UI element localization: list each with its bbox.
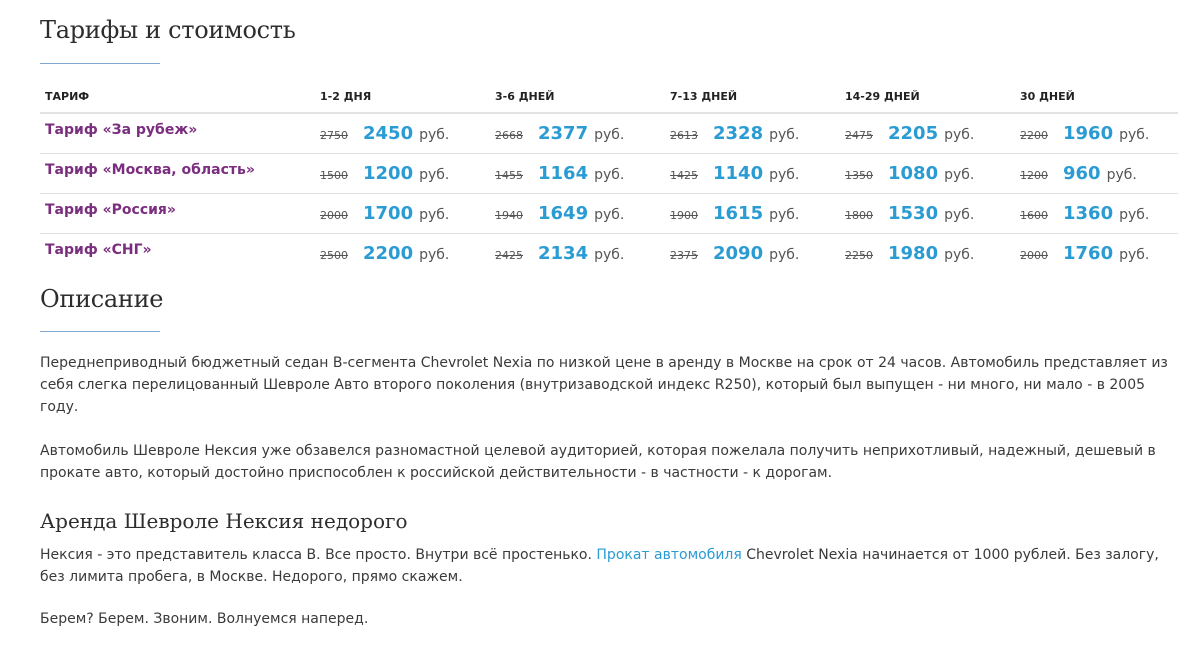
price-cell	[490, 234, 665, 274]
new-price: 2090	[713, 243, 764, 264]
new-price: 2134	[538, 243, 589, 264]
price-cell	[665, 154, 840, 194]
price-cell	[1015, 154, 1178, 194]
new-price: 2205	[888, 123, 939, 144]
currency-label: руб.	[944, 207, 975, 223]
rent-paragraph-1	[40, 544, 1175, 588]
new-price: 1080	[888, 163, 939, 184]
currency-label: руб.	[1106, 167, 1137, 183]
old-price: 1425	[670, 169, 698, 182]
tariffs-table	[40, 80, 1178, 273]
old-price: 2250	[845, 249, 873, 262]
new-price: 1200	[363, 163, 414, 184]
currency-label: руб.	[944, 167, 975, 183]
currency-label: руб.	[594, 167, 625, 183]
old-price: 2425	[495, 249, 523, 262]
old-price: 2475	[845, 129, 873, 142]
currency-label: руб.	[419, 207, 450, 223]
currency-label: руб.	[594, 127, 625, 143]
description-paragraph-2: Автомобиль Шевроле Нексия уже обзавелся разномастной целевой аудиторией, которая пожелала получить неприхотливый, надежный, дешевый в прокате авто, который достойно приспособлен к российской действительности - в частности - к дорогам.	[40, 443, 1156, 481]
description-title: Описание	[40, 285, 164, 313]
tariff-name-cell	[40, 194, 315, 234]
tariff-name-link[interactable]: Тариф «За рубеж»	[45, 122, 198, 138]
car-rental-link[interactable]: Прокат автомобиля	[596, 547, 742, 563]
price-cell	[840, 113, 1015, 154]
currency-label: руб.	[769, 207, 800, 223]
currency-label: руб.	[594, 207, 625, 223]
price-cell	[840, 194, 1015, 234]
currency-label: руб.	[769, 247, 800, 263]
rent-paragraph-1-start: Нексия - это представитель класса B. Все просто. Внутри всё простенько.	[40, 547, 597, 563]
header-7-13-days: 7-13 ДНЕЙ	[665, 80, 840, 113]
old-price: 1900	[670, 209, 698, 222]
price-cell	[1015, 113, 1178, 154]
new-price: 2450	[363, 123, 414, 144]
header-14-29-days: 14-29 ДНЕЙ	[840, 80, 1015, 113]
new-price: 1164	[538, 163, 589, 184]
old-price: 2375	[670, 249, 698, 262]
tariff-row	[40, 194, 1178, 234]
old-price: 2000	[320, 209, 348, 222]
description-title-underline	[40, 331, 160, 332]
price-cell	[665, 234, 840, 274]
price-cell	[490, 154, 665, 194]
rent-paragraph-1-end: Chevrolet Nexia начинается от 1000 рублей. Без залогу, без лимита пробега, в Москве. Недорого, прямо скажем.	[40, 547, 1159, 585]
price-cell	[1015, 234, 1178, 274]
header-1-2-days: 1-2 ДНЯ	[315, 80, 490, 113]
currency-label: руб.	[944, 247, 975, 263]
rent-title: Аренда Шевроле Нексия недорого	[40, 509, 408, 533]
old-price: 1500	[320, 169, 348, 182]
old-price: 1600	[1020, 209, 1048, 222]
currency-label: руб.	[769, 167, 800, 183]
currency-label: руб.	[1119, 247, 1150, 263]
header-3-6-days: 3-6 ДНЕЙ	[490, 80, 665, 113]
rent-paragraph-2: Берем? Берем. Звоним. Волнуемся наперед.	[40, 611, 369, 627]
new-price: 1140	[713, 163, 764, 184]
currency-label: руб.	[419, 127, 450, 143]
tariff-name-link[interactable]: Тариф «СНГ»	[45, 242, 152, 258]
currency-label: руб.	[419, 247, 450, 263]
currency-label: руб.	[769, 127, 800, 143]
old-price: 2200	[1020, 129, 1048, 142]
new-price: 1760	[1063, 243, 1114, 264]
old-price: 2000	[1020, 249, 1048, 262]
new-price: 1649	[538, 203, 589, 224]
old-price: 1940	[495, 209, 523, 222]
currency-label: руб.	[419, 167, 450, 183]
new-price: 2200	[363, 243, 414, 264]
old-price: 2750	[320, 129, 348, 142]
price-cell	[315, 154, 490, 194]
currency-label: руб.	[594, 247, 625, 263]
tariff-name-link[interactable]: Тариф «Москва, область»	[45, 162, 255, 178]
tariff-name-cell	[40, 234, 315, 274]
old-price: 1455	[495, 169, 523, 182]
price-cell	[315, 113, 490, 154]
old-price: 2500	[320, 249, 348, 262]
old-price: 2613	[670, 129, 698, 142]
price-cell	[840, 154, 1015, 194]
currency-label: руб.	[1119, 207, 1150, 223]
description-paragraph-1: Переднеприводный бюджетный седан B-сегмента Chevrolet Nexia по низкой цене в аренду в Москве на срок от 24 часов. Автомобиль представляет из себя слегка перелицованный Шевроле Авто второго поколения (внутризаводской индекс R250), который был выпущен - ни много, ни мало - в 2005 году.	[40, 355, 1168, 415]
tariff-name-link[interactable]: Тариф «Россия»	[45, 202, 176, 218]
price-cell	[840, 234, 1015, 274]
new-price: 2377	[538, 123, 589, 144]
currency-label: руб.	[1119, 127, 1150, 143]
new-price: 960	[1063, 163, 1101, 184]
price-cell	[315, 234, 490, 274]
price-cell	[315, 194, 490, 234]
new-price: 1700	[363, 203, 414, 224]
new-price: 1530	[888, 203, 939, 224]
old-price: 1350	[845, 169, 873, 182]
tariff-name-cell	[40, 154, 315, 194]
header-tariff: ТАРИФ	[40, 80, 315, 113]
price-cell	[665, 113, 840, 154]
old-price: 2668	[495, 129, 523, 142]
tariff-row	[40, 113, 1178, 154]
currency-label: руб.	[944, 127, 975, 143]
tariff-row	[40, 234, 1178, 274]
tariff-row	[40, 154, 1178, 194]
new-price: 1360	[1063, 203, 1114, 224]
tariff-name-cell	[40, 113, 315, 154]
tariffs-title: Тарифы и стоимость	[40, 16, 296, 44]
price-cell	[665, 194, 840, 234]
tariffs-title-underline	[40, 63, 160, 64]
header-30-days: 30 ДНЕЙ	[1015, 80, 1178, 113]
price-cell	[490, 113, 665, 154]
new-price: 2328	[713, 123, 764, 144]
new-price: 1960	[1063, 123, 1114, 144]
tariffs-header-row	[40, 80, 1178, 113]
price-cell	[1015, 194, 1178, 234]
old-price: 1200	[1020, 169, 1048, 182]
new-price: 1615	[713, 203, 764, 224]
old-price: 1800	[845, 209, 873, 222]
price-cell	[490, 194, 665, 234]
new-price: 1980	[888, 243, 939, 264]
